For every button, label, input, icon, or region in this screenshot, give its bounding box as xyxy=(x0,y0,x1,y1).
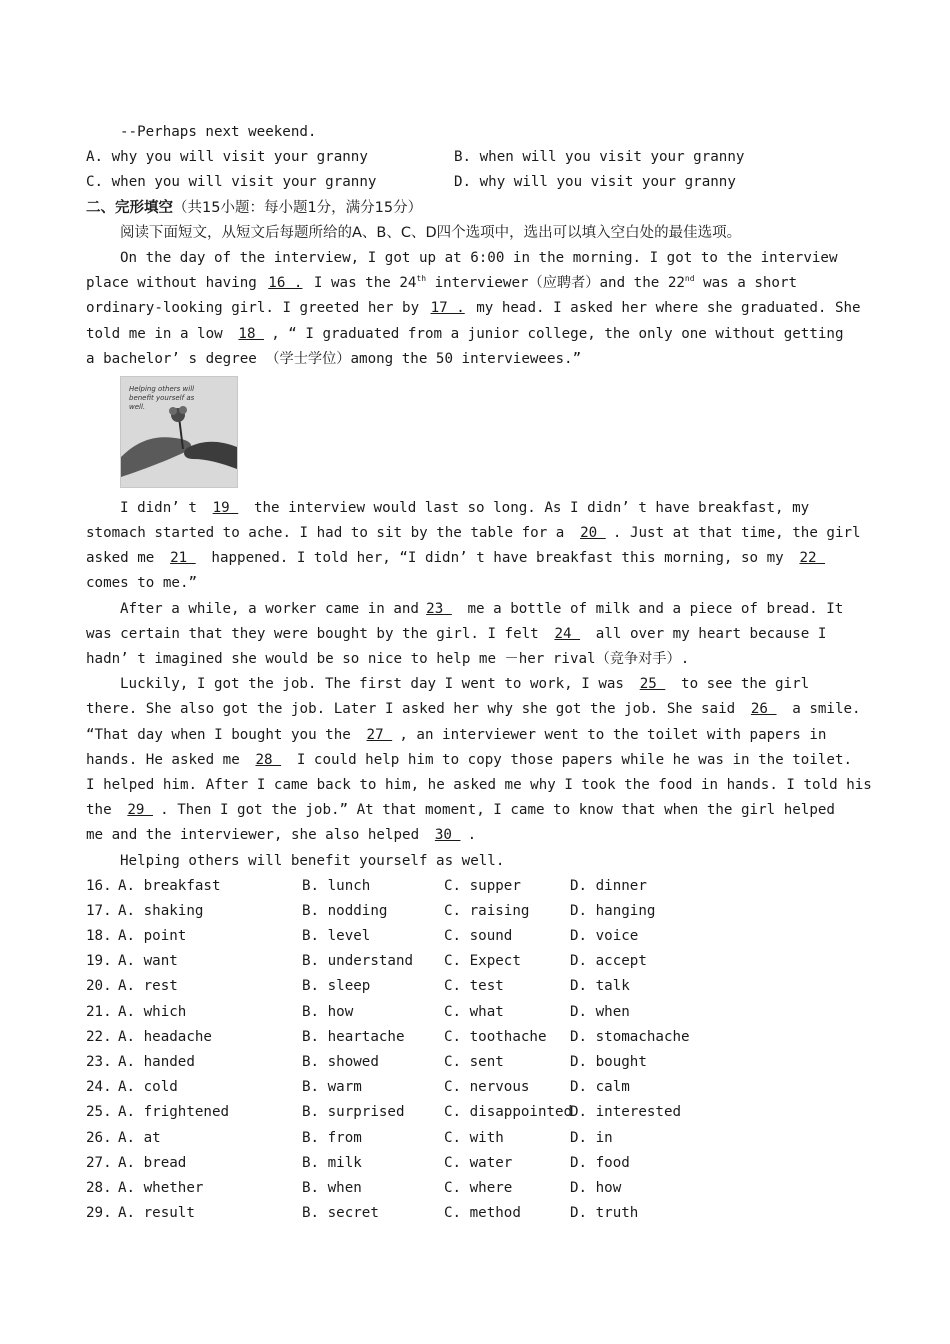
blank-17: 17 . xyxy=(430,300,465,317)
option-a[interactable]: A. shaking xyxy=(118,902,204,919)
option-d[interactable]: D. hanging xyxy=(570,902,656,919)
option-a[interactable]: A. which xyxy=(118,1003,187,1020)
p1-line-1: On the day of the interview, I got up at 6:00 in the morning. I got to the interview xyxy=(120,249,838,266)
text: stomach started to ache. I had to sit by the table for a xyxy=(86,525,573,542)
p1-line-3 xyxy=(86,296,866,321)
option-c[interactable]: C. supper xyxy=(444,877,521,894)
p2-line-2 xyxy=(86,521,866,546)
p3-line-3: hadn’ t imagined she would be so nice to help me －her rival（竞争对手）. xyxy=(86,651,690,667)
option-d[interactable]: D. dinner xyxy=(570,877,647,894)
question-row xyxy=(86,1201,866,1226)
option-b[interactable]: B. heartache xyxy=(302,1028,405,1045)
p4-line-5: I helped him. After I came back to him, he asked me why I took the food in hands. I told his xyxy=(86,776,872,793)
option-d[interactable]: D. in xyxy=(570,1129,613,1146)
question-number: 27. xyxy=(86,1154,112,1171)
question-row xyxy=(86,874,866,899)
question-number: 29. xyxy=(86,1205,112,1222)
blank-23: 23 xyxy=(426,600,452,617)
prev-answer-line: --Perhaps next weekend. xyxy=(120,124,317,140)
p3-line-1 xyxy=(86,597,866,622)
text: asked me xyxy=(86,550,163,567)
question-row xyxy=(86,1025,866,1050)
p1-line-5: a bachelor’ s degree （学士学位）among the 50 interviewees.” xyxy=(86,350,582,367)
option-c[interactable]: C. test xyxy=(444,978,504,995)
option-b[interactable]: B. showed xyxy=(302,1054,379,1070)
question-number: 16. xyxy=(86,877,112,894)
question-number: 23. xyxy=(86,1054,112,1070)
option-d[interactable]: D. food xyxy=(570,1154,630,1171)
question-row xyxy=(86,1050,866,1075)
option-a[interactable]: A. handed xyxy=(118,1054,195,1070)
p2-line-4: comes to me.” xyxy=(86,575,198,592)
blank-27: 27 xyxy=(366,726,393,743)
option-a[interactable]: A. point xyxy=(118,928,187,945)
exam-page xyxy=(86,120,872,1226)
blank-25: 25 xyxy=(639,676,666,693)
text: ordinary-looking girl. I greeted her by xyxy=(86,300,428,317)
blank-29: 29 xyxy=(127,802,153,819)
option-b[interactable]: B. nodding xyxy=(302,902,388,919)
option-a[interactable]: A. headache xyxy=(118,1028,212,1045)
option-d[interactable]: D. truth xyxy=(570,1205,639,1222)
question-number: 24. xyxy=(86,1079,112,1096)
blank-28: 28 xyxy=(255,751,282,768)
question-row xyxy=(86,1176,866,1201)
question-row xyxy=(86,1126,866,1151)
option-b[interactable]: B. level xyxy=(302,928,371,945)
option-a[interactable]: A. rest xyxy=(118,978,178,995)
p4-line-1 xyxy=(86,672,866,697)
text: . Just at that time, the girl xyxy=(612,525,861,542)
question-row xyxy=(86,1075,866,1100)
text: . xyxy=(467,827,477,844)
p4-line-4 xyxy=(86,748,866,773)
option-d[interactable]: D. accept xyxy=(570,953,647,970)
p3-line-2 xyxy=(86,622,866,647)
text: After a while, a worker came in and xyxy=(120,600,419,617)
photo-caption: Helping others will benefit yourself as well. xyxy=(129,384,195,411)
blank-21: 21 xyxy=(170,550,196,567)
text: I was the 24 xyxy=(305,275,417,292)
question-row xyxy=(86,1000,866,1025)
question-row xyxy=(86,899,866,924)
option-b[interactable]: B. lunch xyxy=(302,877,371,894)
text: to see the girl xyxy=(672,676,810,693)
section-heading xyxy=(86,196,866,221)
blank-16: 16 . xyxy=(268,275,303,292)
option-c[interactable]: C. toothache xyxy=(444,1028,547,1045)
text: there. She also got the job. Later I asked her why she got the job. She said xyxy=(86,701,744,718)
text: I could help him to copy those papers while he was in the toilet. xyxy=(288,751,853,768)
superscript: th xyxy=(416,274,427,284)
question-number: 26. xyxy=(86,1129,112,1146)
p2-line-3 xyxy=(86,546,866,571)
text: me and the interviewer, she also helped xyxy=(86,827,428,844)
p1-line-2 xyxy=(86,271,866,296)
option-d[interactable]: D. voice xyxy=(570,928,639,945)
option-a[interactable]: A. at xyxy=(118,1129,161,1146)
option-a[interactable]: A. cold xyxy=(118,1079,178,1096)
option-d[interactable]: D. interested xyxy=(570,1104,682,1121)
question-number: 25. xyxy=(86,1104,112,1121)
text: the interview would last so long. As I didn’ t have breakfast, my xyxy=(245,499,810,516)
option-c[interactable]: C. nervous xyxy=(444,1079,530,1096)
prev-option-d: D. why will you visit your granny xyxy=(454,174,736,191)
section-note: （共15小题：每小题1分，满分15分） xyxy=(173,199,423,216)
text: happened. I told her, “I didn’ t have breakfast this morning, so my xyxy=(202,550,793,567)
superscript: nd xyxy=(684,274,695,284)
text: “That day when I bought you the xyxy=(86,726,360,743)
question-row xyxy=(86,1151,866,1176)
p2-line-1 xyxy=(86,496,866,521)
text: me a bottle of milk and a piece of bread. It xyxy=(458,600,844,617)
text: , an interviewer went to the toilet with papers in xyxy=(399,726,827,743)
question-number: 18. xyxy=(86,928,112,945)
p4-line-3 xyxy=(86,723,866,748)
text: was certain that they were bought by the girl. I felt xyxy=(86,625,548,642)
question-row xyxy=(86,974,866,999)
question-row xyxy=(86,949,866,974)
question-number: 22. xyxy=(86,1028,112,1045)
option-c[interactable]: C. raising xyxy=(444,902,530,919)
option-a[interactable]: A. want xyxy=(118,953,178,970)
text: place without having xyxy=(86,275,266,292)
prev-options-row-1 xyxy=(86,145,866,170)
blank-30: 30 xyxy=(434,827,461,844)
option-c[interactable]: C. sent xyxy=(444,1054,504,1070)
hands-photo xyxy=(120,376,238,488)
p4-line-6 xyxy=(86,798,866,823)
text: was a short xyxy=(694,275,798,292)
option-a[interactable]: A. whether xyxy=(118,1179,204,1196)
question-row xyxy=(86,1100,866,1125)
option-d[interactable]: D. talk xyxy=(570,978,630,995)
option-b[interactable]: B. sleep xyxy=(302,978,371,995)
option-d[interactable]: D. how xyxy=(570,1179,622,1196)
text: told me in a low xyxy=(86,325,232,342)
question-list xyxy=(86,874,866,1227)
text: I didn’ t xyxy=(120,499,206,516)
prev-options-row-2 xyxy=(86,170,866,195)
blank-26: 26 xyxy=(750,701,777,718)
option-b[interactable]: B. warm xyxy=(302,1079,362,1096)
option-a[interactable]: A. frightened xyxy=(118,1104,230,1121)
blank-19: 19 xyxy=(212,499,239,516)
question-number: 19. xyxy=(86,953,112,970)
hands-flower-icon xyxy=(121,377,237,487)
p4-line-7 xyxy=(86,823,866,848)
option-c[interactable]: C. where xyxy=(444,1179,513,1196)
blank-24: 24 xyxy=(554,625,581,642)
option-a[interactable]: A. bread xyxy=(118,1154,187,1171)
text: interviewer（应聘者）and the 22 xyxy=(426,275,685,292)
option-d[interactable]: D. when xyxy=(570,1003,630,1020)
text: all over my heart because I xyxy=(587,625,827,642)
text: . Then I got the job.” At that moment, I came to know that when the girl helped xyxy=(160,802,835,819)
option-a[interactable]: A. result xyxy=(118,1205,195,1222)
question-row xyxy=(86,924,866,949)
blank-20: 20 xyxy=(580,525,606,542)
option-b[interactable]: B. secret xyxy=(302,1205,379,1222)
text: a smile. xyxy=(783,701,861,718)
text: , “ I graduated from a junior college, the only one without getting xyxy=(271,325,844,342)
option-b[interactable]: B. how xyxy=(302,1003,354,1020)
option-c[interactable]: C. what xyxy=(444,1003,504,1020)
section-instruction: 阅读下面短文，从短文后每题所给的A、B、C、D四个选项中，选出可以填入空白处的最佳选项。 xyxy=(120,224,742,241)
text: Luckily, I got the job. The first day I went to work, I was xyxy=(120,676,633,693)
option-b[interactable]: B. understand xyxy=(302,953,414,970)
prev-option-a: A. why you will visit your granny xyxy=(86,149,368,166)
option-c[interactable]: C. water xyxy=(444,1154,513,1171)
p4-line-2 xyxy=(86,697,866,722)
option-c[interactable]: C. disappointed xyxy=(444,1104,573,1121)
option-d[interactable]: D. calm xyxy=(570,1079,630,1096)
option-b[interactable]: B. milk xyxy=(302,1154,362,1171)
option-d[interactable]: D. stomachache xyxy=(570,1028,690,1045)
prev-option-c: C. when you will visit your granny xyxy=(86,174,377,191)
question-number: 28. xyxy=(86,1179,112,1196)
p1-line-4 xyxy=(86,322,866,347)
text: my head. I asked her where she graduated. She xyxy=(467,300,861,317)
question-number: 20. xyxy=(86,978,112,995)
prev-option-b: B. when will you visit your granny xyxy=(454,149,745,166)
text: hands. He asked me xyxy=(86,751,249,768)
p5-line-1: Helping others will benefit yourself as well. xyxy=(120,852,505,869)
blank-22: 22 xyxy=(799,550,826,567)
option-d[interactable]: D. bought xyxy=(570,1054,647,1070)
question-number: 21. xyxy=(86,1003,112,1020)
option-c[interactable]: C. with xyxy=(444,1129,504,1146)
section-title: 二、完形填空 xyxy=(86,199,173,216)
option-c[interactable]: C. method xyxy=(444,1205,521,1222)
option-a[interactable]: A. breakfast xyxy=(118,877,221,894)
option-b[interactable]: B. surprised xyxy=(302,1104,405,1121)
question-number: 17. xyxy=(86,902,112,919)
option-c[interactable]: C. Expect xyxy=(444,953,521,970)
text: the xyxy=(86,802,121,819)
option-b[interactable]: B. when xyxy=(302,1179,362,1196)
option-c[interactable]: C. sound xyxy=(444,928,513,945)
blank-18: 18 xyxy=(238,325,265,342)
option-b[interactable]: B. from xyxy=(302,1129,362,1146)
